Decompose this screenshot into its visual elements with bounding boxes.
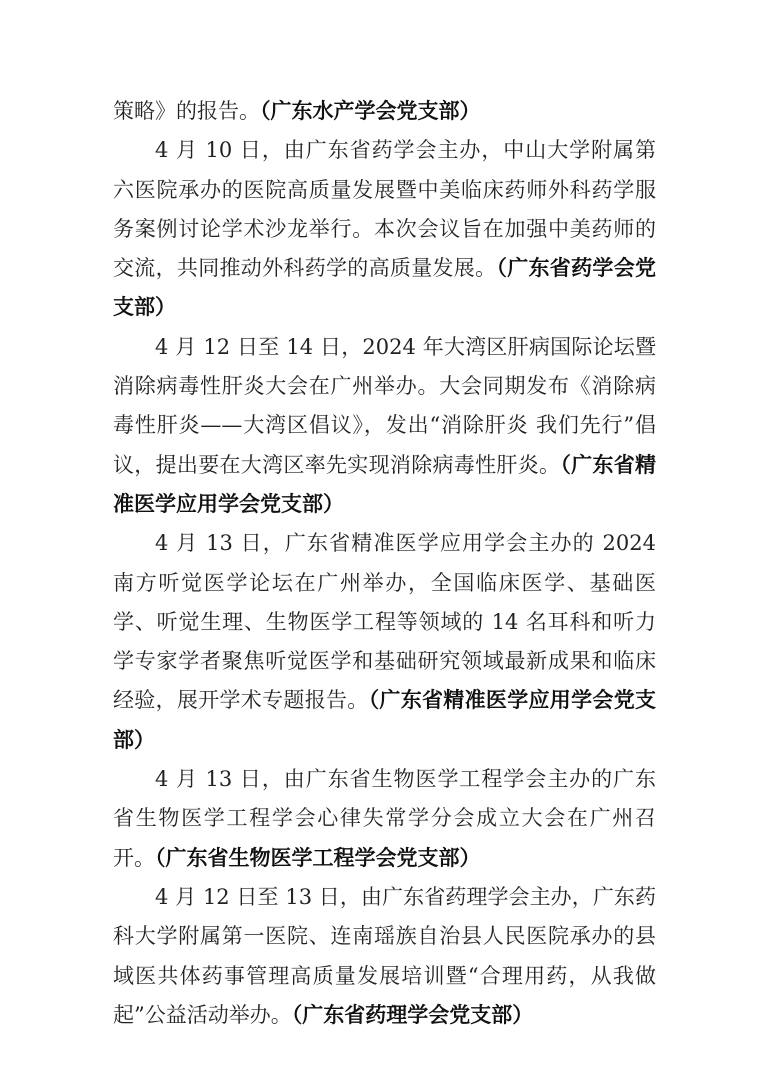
paragraph-text: 4 月 13 日，广东省精准医学应用学会主办的 2024 南方听觉医学论坛在广州举办，全国临床医学、基础医学、听觉生理、生物医学工程等领域的 14 名耳科和听力学专家学者聚焦听觉医学和基础研究领域最新成果和临床经验，展开学术专题报告。 (113, 531, 656, 713)
document-body (113, 92, 656, 1035)
paragraph-1 (113, 92, 656, 131)
paragraph-source: （广东省精准医学应用学会党支部） (113, 688, 657, 752)
paragraph-source: （广东省药理学会党支部） (291, 1002, 534, 1027)
paragraph-source: （广东省生物医学工程学会党支部） (155, 845, 481, 870)
paragraph-5 (113, 760, 656, 878)
paragraph-4 (113, 524, 656, 760)
paragraph-2 (113, 131, 656, 327)
paragraph-source: （广东水产学会党支部） (260, 99, 481, 123)
paragraph-text: 策略》的报告。 (113, 99, 260, 123)
paragraph-text: 4 月 12 日至 14 日，2024 年大湾区肝病国际论坛暨消除病毒性肝炎大会在广州举办。大会同期发布《消除病毒性肝炎——大湾区倡议》，发出“消除肝炎 我们先行”倡议，提出要在大湾区率先实现消除病毒性肝炎。 (113, 334, 656, 477)
paragraph-text: 4 月 12 日至 13 日，由广东省药理学会主办，广东药科大学附属第一医院、连南瑶族自治县人民医院承办的县域医共体药事管理高质量发展培训暨“合理用药，从我做起”公益活动举办。 (113, 884, 656, 1027)
paragraph-source: （广东省药学会党支部） (113, 256, 657, 320)
paragraph-text: 4 月 13 日，由广东省生物医学工程学会主办的广东省生物医学工程学会心律失常学分会成立大会在广州召开。 (113, 767, 656, 870)
paragraph-text: 4 月 10 日，由广东省药学会主办，中山大学附属第六医院承办的医院高质量发展暨中美临床药师外科药学服务案例讨论学术沙龙举行。本次会议旨在加强中美药师的交流，共同推动外科药学的高质量发展。 (113, 138, 656, 281)
paragraph-source: （广东省精准医学应用学会党支部） (113, 452, 657, 516)
paragraph-6 (113, 878, 656, 1035)
paragraph-3 (113, 328, 656, 524)
